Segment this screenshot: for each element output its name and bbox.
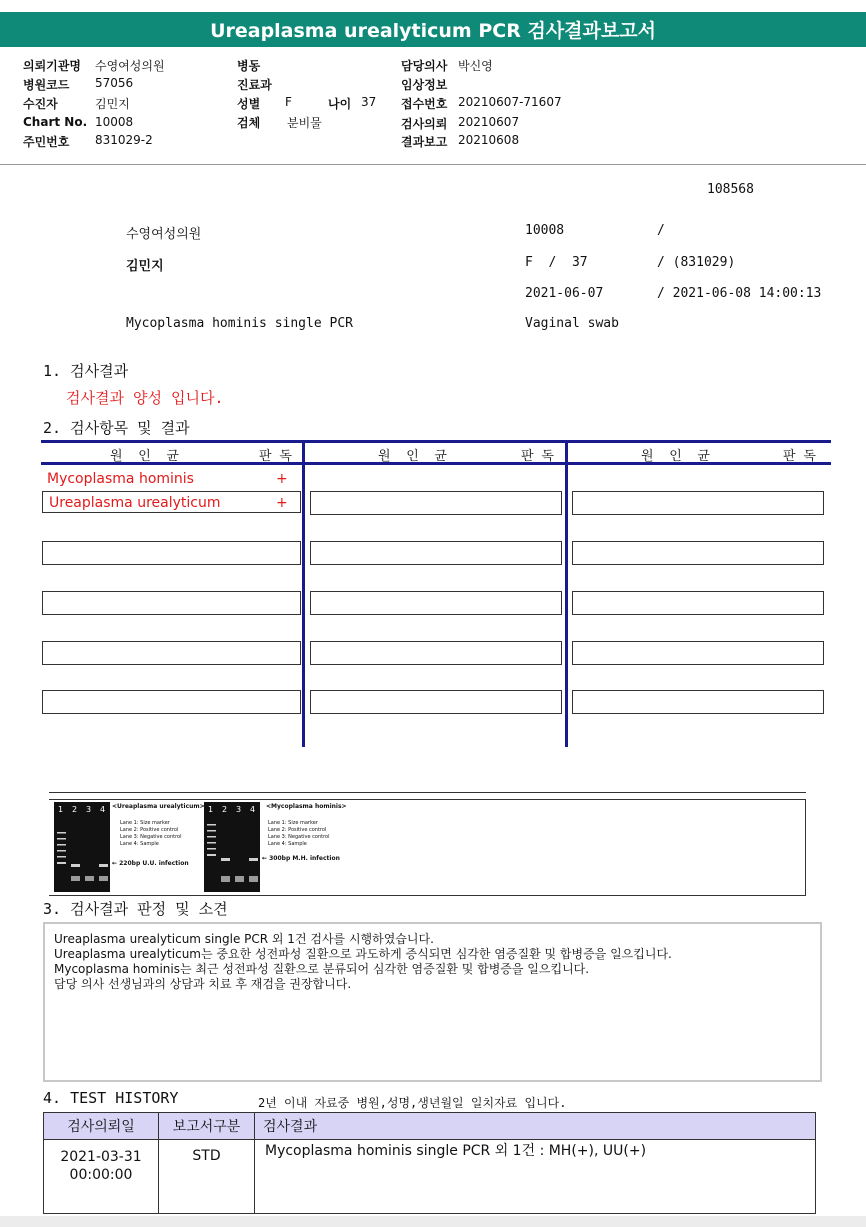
doc-test-name: Mycoplasma hominis single PCR (126, 316, 353, 331)
result-cell (310, 541, 562, 565)
comment-box (43, 922, 822, 1082)
doc-institution: 수영여성의원 (126, 227, 202, 242)
mh-legend-2: Lane 2: Positive control (268, 827, 327, 833)
history-col-type: 보고서구분 (159, 1113, 255, 1140)
section4-heading: 4. TEST HISTORY (43, 1089, 179, 1107)
table-col-divider-1 (302, 440, 305, 747)
result-cell (42, 541, 301, 565)
uu-legend-3: Lane 3: Negative control (120, 834, 182, 840)
history-date-cell (44, 1140, 159, 1214)
mh-lane-3: 3 (236, 805, 242, 814)
result-cell (42, 591, 301, 615)
history-result: Mycoplasma hominis single PCR 외 1건 : MH(+), UU(+) (255, 1140, 816, 1214)
mh-lane-1: 1 (208, 805, 214, 814)
result-cell (572, 491, 824, 515)
uu-legend-1: Lane 1: Size marker (120, 820, 170, 826)
uu-legend-2: Lane 2: Positive control (120, 827, 179, 833)
comment-line-1: Ureaplasma urealyticum single PCR 외 1건 검사를 시행하였습니다. (54, 932, 434, 946)
sex-value: F (285, 95, 292, 109)
col1-judgement-header: 판 독 (259, 449, 292, 464)
uu-legend-4: Lane 4: Sample (120, 841, 159, 847)
chart-value: 10008 (95, 115, 134, 129)
col2-judgement-header: 판 독 (521, 449, 554, 464)
result-cell (572, 690, 824, 714)
uu-lane-1: 1 (58, 805, 64, 814)
uu-gel-title: <Ureaplasma urealyticum> (112, 803, 205, 810)
age-value: 37 (361, 95, 377, 109)
col3-pathogen-header: 원 인 균 (641, 449, 710, 464)
age-label: 나이 (328, 97, 352, 111)
uu-gel-image (54, 802, 110, 892)
table-col-divider-2 (565, 440, 568, 747)
col1-pathogen-header: 원 인 균 (110, 449, 179, 464)
result-cell (572, 591, 824, 615)
doc-report-datetime: / 2021-06-08 14:00:13 (657, 286, 822, 301)
receipt-value: 20210607-71607 (458, 95, 562, 109)
result-cell (42, 690, 301, 714)
section1-heading: 1. 검사결과 (43, 362, 129, 380)
ward-label: 병동 (237, 59, 261, 73)
doctor-value: 박신영 (458, 59, 493, 73)
chart-label: Chart No. (23, 115, 88, 129)
gel-top-rule (49, 792, 806, 793)
mh-band-label: ← 300bp M.H. infection (262, 855, 340, 862)
doc-patient: 김민지 (126, 259, 164, 274)
report-title: Ureaplasma urealyticum PCR 검사결과보고서 (0, 12, 866, 47)
result-cell (572, 541, 824, 565)
result-name-2: Ureaplasma urealyticum (49, 495, 221, 511)
request-value: 20210607 (458, 115, 520, 129)
result-cell (42, 641, 301, 665)
report-label: 결과보고 (401, 135, 448, 149)
col2-pathogen-header: 원 인 균 (378, 449, 447, 464)
uu-band-label: ← 220bp U.U. infection (112, 860, 189, 867)
section2-heading: 2. 검사항목 및 결과 (43, 419, 190, 437)
result-cell (310, 491, 562, 515)
doc-request-date: 2021-06-07 (525, 286, 604, 301)
report-value: 20210608 (458, 133, 520, 147)
dept-label: 진료과 (237, 78, 272, 92)
section3-heading: 3. 검사결과 판정 및 소견 (43, 900, 228, 918)
mh-legend-4: Lane 4: Sample (268, 841, 307, 847)
mh-gel-title: <Mycoplasma hominis> (266, 803, 347, 810)
table-top-rule (41, 440, 831, 443)
specimen-label: 검체 (237, 116, 261, 130)
uu-lane-2: 2 (72, 805, 78, 814)
page-bottom-strip (0, 1216, 866, 1227)
institution-label: 의뢰기관명 (23, 59, 81, 73)
comment-line-3: Mycoplasma hominis는 최근 성전파성 질환으로 분류되어 심각한 염증질환 및 합병증을 일으킵니다. (54, 962, 590, 976)
col3-judgement-header: 판 독 (783, 449, 816, 464)
result-name-1: Mycoplasma hominis (47, 471, 194, 487)
doc-chart: 10008 (525, 223, 565, 238)
history-header-row (44, 1113, 816, 1140)
uu-lane-4: 4 (100, 805, 106, 814)
history-time: 00:00:00 (69, 1167, 133, 1183)
history-table (43, 1112, 816, 1214)
hospital-code-value: 57056 (95, 76, 134, 90)
table-row (44, 1140, 816, 1214)
mh-legend-1: Lane 1: Size marker (268, 820, 318, 826)
mh-gel-image (204, 802, 260, 892)
doc-specimen: Vaginal swab (525, 316, 619, 331)
comment-line-2: Ureaplasma urealyticum는 중요한 성전파성 질환으로 과도하게 증식되면 심각한 염증질환 및 합병증을 일으킵니다. (54, 947, 672, 961)
mh-legend-3: Lane 3: Negative control (268, 834, 330, 840)
header-divider (0, 164, 866, 165)
result-cell (310, 591, 562, 615)
result-cell (310, 641, 562, 665)
doctor-label: 담당의사 (401, 59, 448, 73)
mh-lane-2: 2 (222, 805, 228, 814)
section1-result: 검사결과 양성 입니다. (66, 389, 224, 407)
uu-lane-3: 3 (86, 805, 92, 814)
history-col-date: 검사의뢰일 (44, 1113, 159, 1140)
patient-value: 김민지 (95, 97, 130, 111)
result-mark-2: + (276, 495, 288, 511)
history-type: STD (159, 1140, 255, 1214)
result-mark-1: + (276, 471, 288, 487)
institution-value: 수영여성의원 (95, 59, 165, 73)
rrn-value: 831029-2 (95, 133, 153, 147)
history-date: 2021-03-31 (60, 1149, 142, 1165)
doc-slash: / (657, 223, 665, 238)
history-col-result: 검사결과 (255, 1113, 816, 1140)
doc-sex-age: F / 37 (525, 255, 588, 270)
result-cell (310, 690, 562, 714)
mh-lane-4: 4 (250, 805, 256, 814)
gel-image-frame (49, 799, 806, 896)
doc-number: 108568 (707, 182, 754, 197)
hospital-code-label: 병원코드 (23, 78, 70, 92)
specimen-value: 분비물 (287, 116, 322, 130)
history-note: 2년 이내 자료중 병원,성명,생년월일 일치자료 입니다. (258, 1096, 567, 1110)
patient-label: 수진자 (23, 97, 58, 111)
result-cell (572, 641, 824, 665)
sex-label: 성별 (237, 97, 261, 111)
comment-line-4: 담당 의사 선생님과의 상담과 치료 후 재검을 권장합니다. (54, 977, 352, 991)
doc-birth: / (831029) (657, 255, 736, 270)
rrn-label: 주민번호 (23, 135, 70, 149)
receipt-label: 접수번호 (401, 97, 448, 111)
clinical-label: 임상정보 (401, 78, 448, 92)
request-label: 검사의뢰 (401, 117, 448, 131)
